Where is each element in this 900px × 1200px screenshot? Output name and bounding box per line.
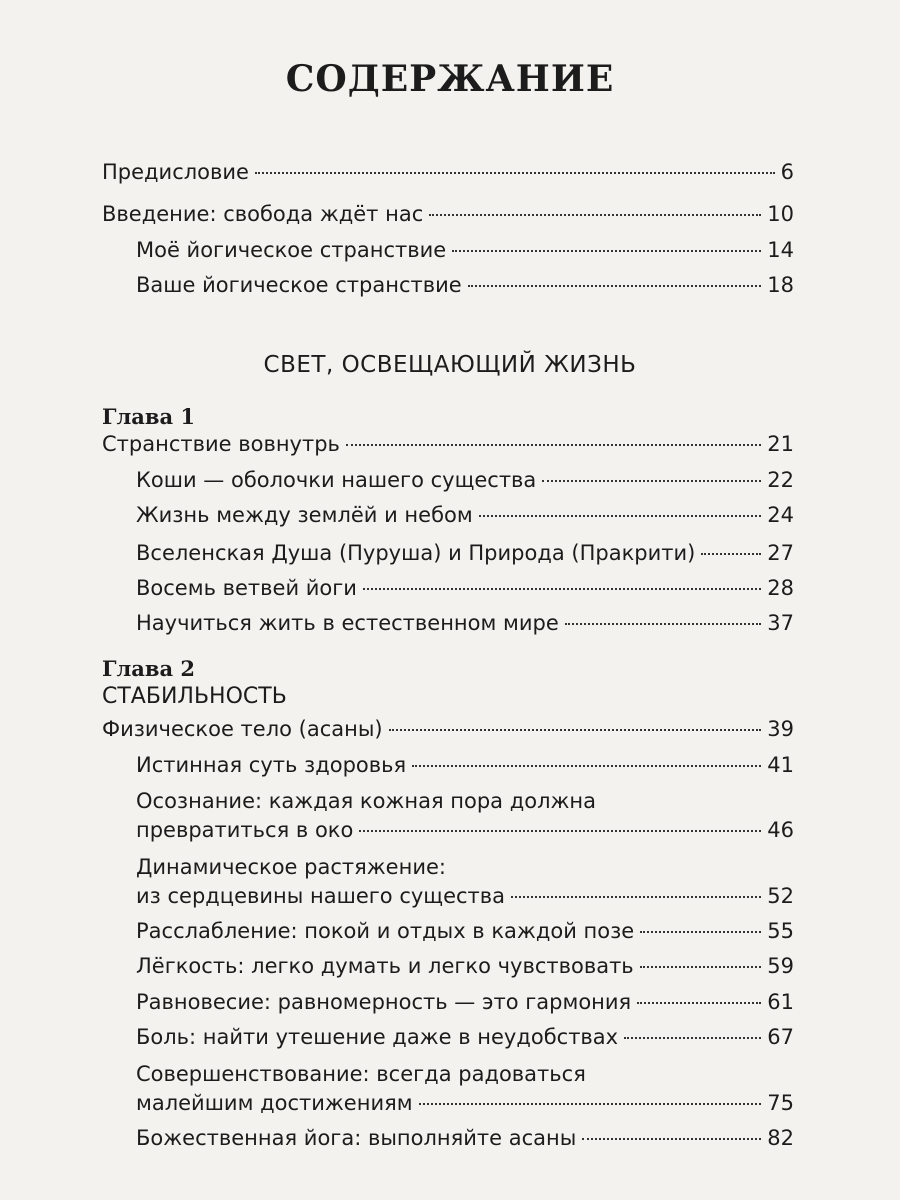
toc-subentry [136, 466, 794, 494]
toc-subentry [136, 1124, 794, 1152]
entry-page: 37 [767, 611, 794, 635]
entry-page: 61 [767, 990, 794, 1014]
entry-label: Восемь ветвей йоги [136, 576, 357, 600]
entry-page: 41 [767, 753, 794, 777]
toc-entry [102, 715, 794, 743]
toc-subentry [136, 952, 794, 980]
leader-dots [640, 931, 761, 933]
entry-page: 6 [780, 160, 794, 184]
toc-subentry [136, 917, 794, 945]
leader-dots [452, 250, 761, 252]
entry-page: 82 [767, 1126, 794, 1150]
entry-page: 10 [767, 202, 794, 226]
entry-label: из сердцевины нашего существа [136, 884, 506, 908]
entry-label: Введение: свобода ждёт нас [102, 202, 424, 226]
toc-subentry [136, 1089, 794, 1117]
entry-label: превратиться в око [136, 818, 354, 842]
toc-entry [102, 158, 794, 186]
leader-dots [429, 214, 761, 216]
chapter-name: СТАБИЛЬНОСТЬ [102, 684, 287, 709]
leader-dots [640, 966, 762, 968]
toc-entry [102, 430, 794, 458]
entry-label: Моё йогическое странствие [136, 238, 447, 262]
leader-dots [542, 480, 761, 482]
leader-dots [565, 623, 761, 625]
entry-label: Божественная йога: выполняйте асаны [136, 1126, 577, 1150]
entry-page: 75 [767, 1091, 794, 1115]
leader-dots [346, 444, 761, 446]
leader-dots [468, 285, 762, 287]
toc-subentry [136, 271, 794, 299]
entry-page: 24 [767, 503, 794, 527]
toc-subentry [136, 236, 794, 264]
entry-label: Научиться жить в естественном мире [136, 611, 559, 635]
leader-dots [624, 1037, 761, 1039]
entry-label: Предисловие [102, 160, 249, 184]
entry-label: Странствие вовнутрь [102, 432, 340, 456]
entry-page: 55 [767, 919, 794, 943]
leader-dots [419, 1103, 762, 1105]
entry-label: Коши — оболочки нашего существа [136, 468, 537, 492]
entry-page: 52 [767, 884, 794, 908]
entry-page: 14 [767, 238, 794, 262]
entry-page: 21 [767, 432, 794, 456]
toc-subentry [136, 988, 794, 1016]
toc-subentry [136, 816, 794, 844]
entry-page: 22 [767, 468, 794, 492]
toc-subentry [136, 574, 794, 602]
toc-subentry [136, 882, 794, 910]
leader-dots [359, 830, 761, 832]
entry-label-line: Осознание: каждая кожная пора должна [136, 789, 597, 813]
leader-dots [389, 729, 762, 731]
chapter-heading: Глава 2 [102, 656, 196, 681]
entry-page: 18 [767, 273, 794, 297]
toc-subentry [136, 1023, 794, 1051]
entry-page: 46 [767, 818, 794, 842]
toc-entry [102, 200, 794, 228]
leader-dots [511, 896, 761, 898]
leader-dots [479, 515, 762, 517]
section-title: СВЕТ, ОСВЕЩАЮЩИЙ ЖИЗНЬ [263, 352, 637, 378]
entry-label: Вселенская Душа (Пуруша) и Природа (Пракрити) [136, 541, 696, 565]
leader-dots [363, 588, 761, 590]
page-title: СОДЕРЖАНИЕ [285, 58, 615, 100]
entry-label-line: Динамическое растяжение: [136, 855, 446, 879]
entry-label: Физическое тело (асаны) [102, 717, 383, 741]
leader-dots [701, 553, 761, 555]
entry-label: Боль: найти утешение даже в неудобствах [136, 1025, 619, 1049]
leader-dots [582, 1138, 761, 1140]
entry-page: 28 [767, 576, 794, 600]
toc-subentry [136, 751, 794, 779]
entry-label: Расслабление: покой и отдых в каждой позе [136, 919, 635, 943]
entry-page: 59 [767, 954, 794, 978]
entry-label: Жизнь между землёй и небом [136, 503, 473, 527]
leader-dots [637, 1002, 761, 1004]
entry-page: 39 [767, 717, 794, 741]
entry-label-line: Совершенствование: всегда радоваться [136, 1062, 586, 1086]
entry-page: 67 [767, 1025, 794, 1049]
leader-dots [255, 172, 775, 174]
chapter-heading: Глава 1 [102, 404, 196, 429]
toc-subentry [136, 609, 794, 637]
entry-label: Истинная суть здоровья [136, 753, 407, 777]
entry-label: Ваше йогическое странствие [136, 273, 462, 297]
entry-label: Равновесие: равномерность — это гармония [136, 990, 632, 1014]
toc-subentry [136, 501, 794, 529]
leader-dots [412, 765, 761, 767]
entry-page: 27 [767, 541, 794, 565]
entry-label: малейшим достижениям [136, 1091, 413, 1115]
toc-subentry [136, 539, 794, 567]
entry-label: Лёгкость: легко думать и легко чувствовать [136, 954, 634, 978]
